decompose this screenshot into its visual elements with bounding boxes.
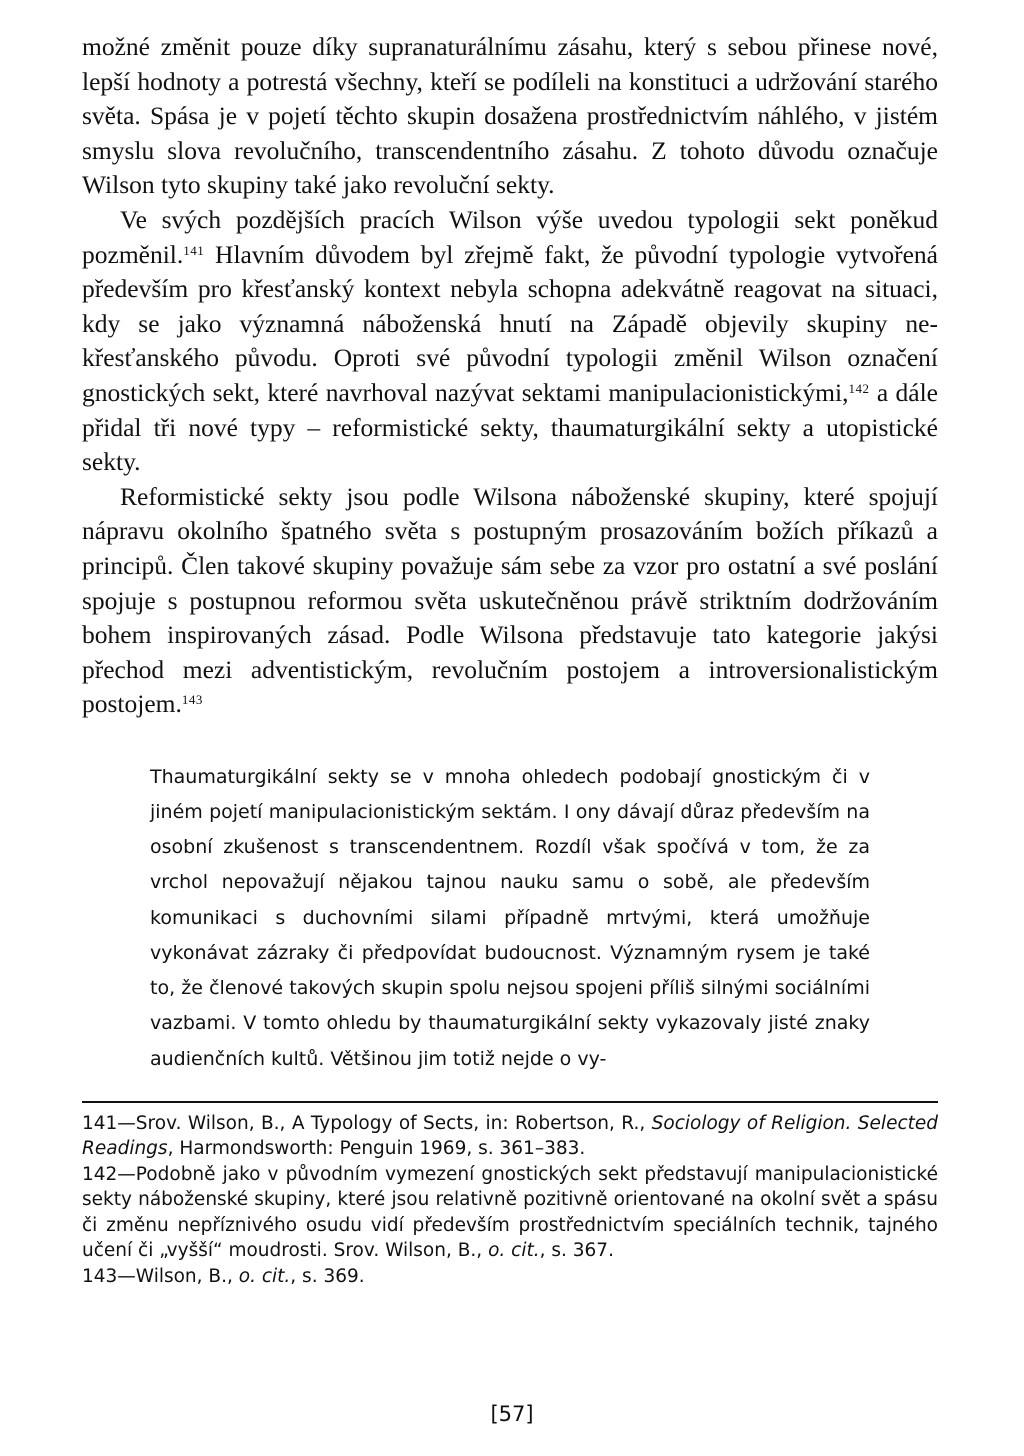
sans-paragraph: Thaumaturgikální sekty se v mnoha ohledech podobají gnostickým či v jiném pojetí manipulacionistickým sektám. I ony dávají důraz především na osobní zkušenost s transcendentnem. Rozdíl však spočívá v tom, že za vrchol nepovažují nějakou tajnou nauku samu o sobě, ale především komunikaci s duchovními silami případně mrtvými, která umožňuje vykonávat zázraky či předpovídat budoucnost. Významným rysem je také to, že členové takových skupin spolu nejsou spojeni příliš silnými sociálními vazbami. V tomto ohledu by thaumaturgikální sekty vykazovaly jisté znaky audienčních kultů. Většinou jim totiž nejde o vy- [150, 765, 870, 1070]
paragraph-2-part-a: Ve svých pozdějších pracích Wilson výše uvedou typologii sekt poněkud pozměnil. [82, 204, 938, 269]
footnote-141-suffix: , Harmondsworth: Penguin 1969, s. 361–383. [167, 1138, 586, 1160]
paragraph-3 [82, 480, 938, 722]
paragraph-2-part-b: Hlavním důvodem byl zřejmě fakt, že původní typologie vytvořená především pro křesťanský kontext nebyla schopna adekvátně reagovat na situaci, kdy se jako významná náboženská hnutí na Západě objevily skupiny ne-křesťanského původu. Oproti své původní typologii změnil Wilson označení gnostických sekt, které navrhoval nazývat sektami manipulacionistickými, [82, 239, 938, 407]
footnote-142 [82, 1162, 938, 1264]
paragraph-1: možné změnit pouze díky supranaturálnímu zásahu, který s sebou přinese nové, lepší hodnoty a potrestá všechny, kteří se podíleli na konstituci a udržování starého světa. Spása je v pojetí těchto skupin dosažena prostřednictvím náhlého, v jistém smyslu slova revolučního, transcendentního zásahu. Z tohoto důvodu označuje Wilson tyto skupiny také jako revoluční sekty. [82, 32, 938, 200]
page [82, 30, 938, 1289]
footnote-141-prefix: 141—Srov. Wilson, B., A Typology of Sects, in: Robertson, R., [82, 1112, 652, 1134]
footnote-141 [82, 1111, 938, 1162]
sans-passage [150, 760, 870, 1077]
footnote-142-suffix: , s. 367. [539, 1240, 614, 1262]
footnote-143 [82, 1264, 938, 1290]
main-text [82, 30, 938, 722]
footnote-ref-142[interactable]: 142 [848, 380, 870, 396]
footnotes [82, 1111, 938, 1290]
footnote-divider [82, 1101, 938, 1103]
paragraph-3-text: Reformistické sekty jsou podle Wilsona náboženské skupiny, které spojují nápravu okolního špatného světa s postupným prosazováním božích příkazů a principů. Člen takové skupiny považuje sám sebe za vzor pro ostatní a své poslání spojuje s postupnou reformou světa uskutečněnou právě striktním dodržováním bohem inspirovaných zásad. Podle Wilsona představuje tato kategorie jakýsi přechod mezi adventistickým, revolučním postojem a introversionalistickým postojem. [82, 481, 938, 719]
paragraph-2-part-c: a dále přidal tři nové typy – reformistické sekty, thaumaturgikální sekty a utopistické sekty. [82, 377, 938, 477]
page-number: [57] [490, 1402, 534, 1426]
footnote-ref-141[interactable]: 141 [183, 242, 205, 258]
footnote-ref-143[interactable]: 143 [181, 692, 203, 708]
footnote-143-cit: o. cit. [238, 1265, 291, 1287]
paragraph-2 [82, 203, 938, 480]
footnote-143-prefix: 143—Wilson, B., [82, 1265, 239, 1287]
footnote-141-title: Sociology of Religion. Selected Readings [82, 1112, 939, 1160]
footnote-142-prefix: 142—Podobně jako v původním vymezení gnostických sekt představují manipulacionistické sekty náboženské skupiny, které jsou relativně pozitivně orientované na okolní svět a spásu či změnu nepříznivého osudu vidí především prostřednictvím speciálních technik, tajného učení či „vyšší“ moudrosti. Srov. Wilson, B., [82, 1163, 938, 1262]
footnote-142-cit: o. cit. [488, 1240, 540, 1262]
footnote-143-suffix: , s. 369. [290, 1265, 365, 1287]
